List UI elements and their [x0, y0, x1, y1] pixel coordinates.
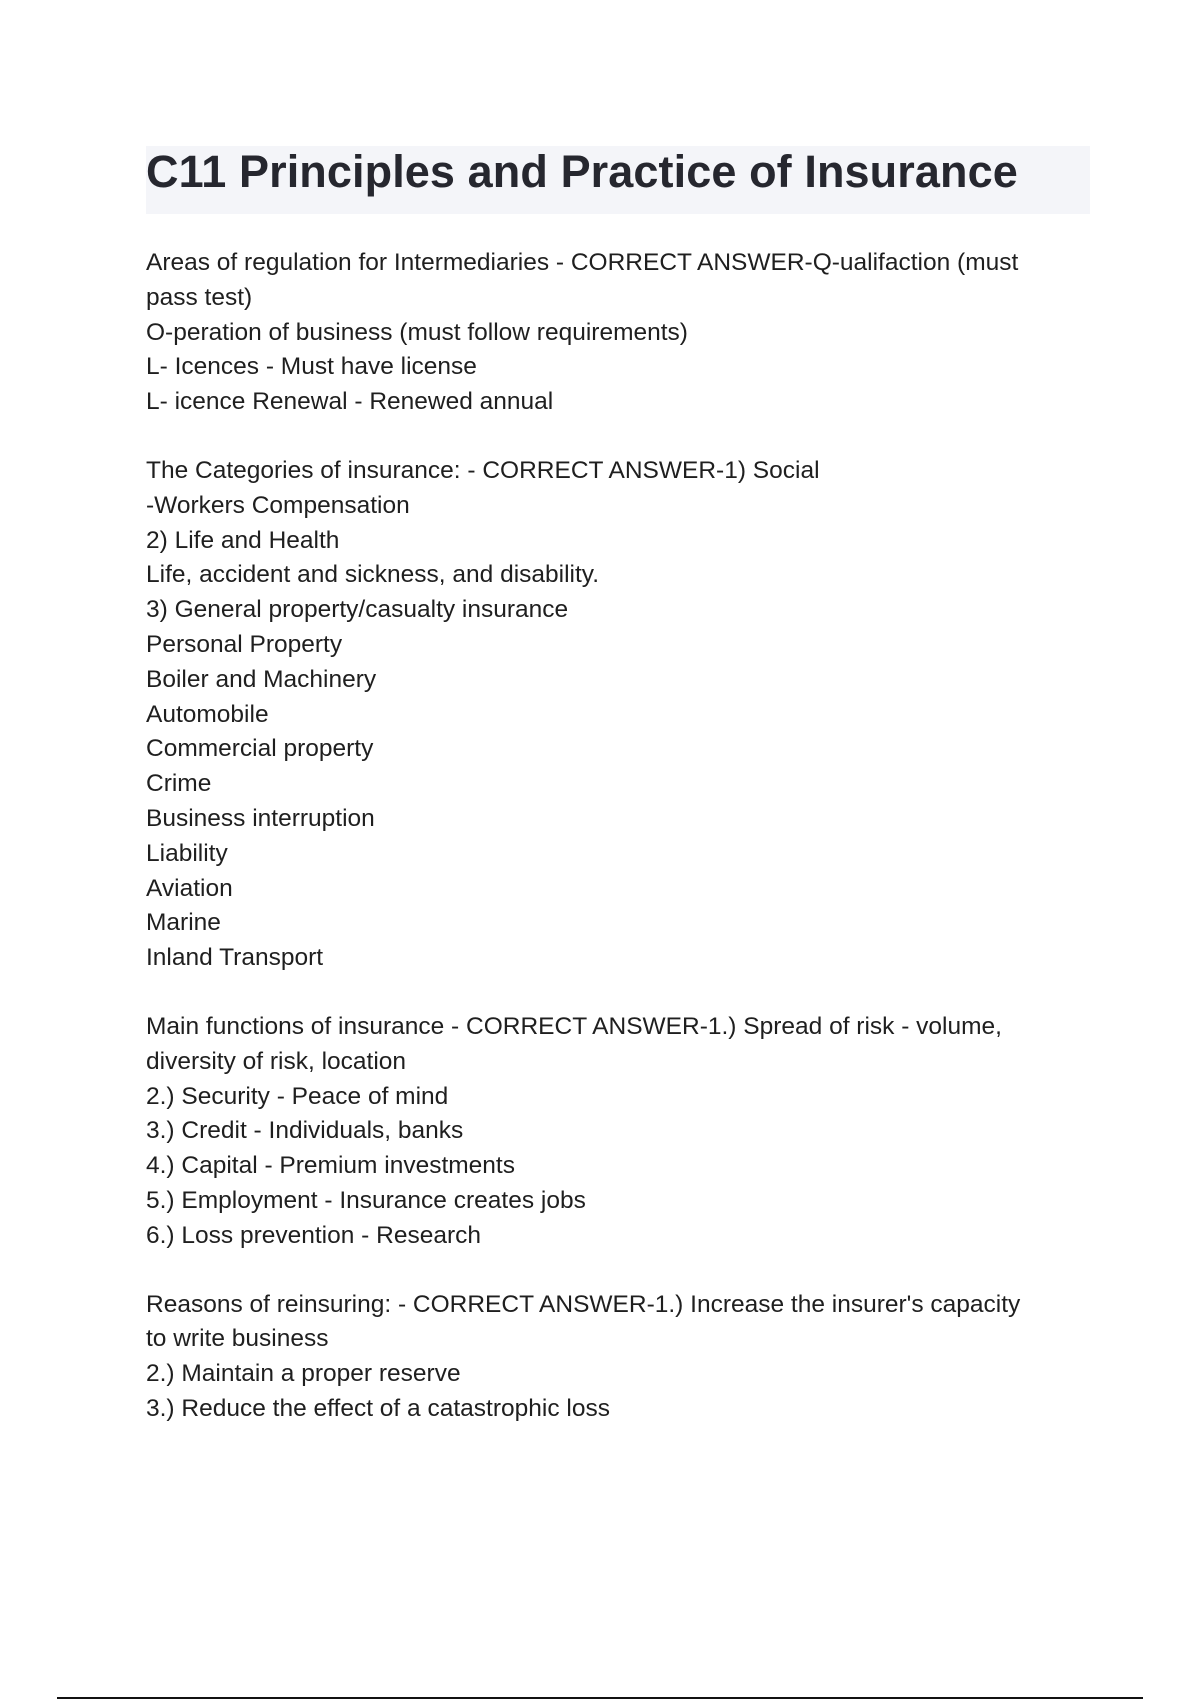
entry-line: 3.) Reduce the effect of a catastrophic loss	[146, 1394, 610, 1422]
entry-line: 5.) Employment - Insurance creates jobs	[146, 1186, 586, 1214]
entry-line: L- Icences - Must have license	[146, 353, 477, 381]
flashcard-entry-categories	[146, 454, 1096, 976]
entry-line: Business interruption	[146, 804, 375, 832]
entry-line: 2.) Security - Peace of mind	[146, 1082, 449, 1110]
entry-line: diversity of risk, location	[146, 1047, 407, 1075]
entry-line: 6.) Loss prevention - Research	[146, 1221, 481, 1249]
flashcard-entry-functions	[146, 1010, 1096, 1254]
entry-line: 3) General property/casualty insurance	[146, 596, 569, 624]
entry-line: L- icence Renewal - Renewed annual	[146, 388, 554, 416]
flashcard-entry-regulation	[146, 246, 1096, 420]
entry-line: Inland Transport	[146, 944, 324, 972]
entry-line: -Workers Compensation	[146, 491, 410, 519]
entry-line: The Categories of insurance: - CORRECT ANSWER-1) Social	[146, 456, 820, 484]
entry-line: Crime	[146, 770, 212, 798]
entry-line: Reasons of reinsuring: - CORRECT ANSWER-1.) Increase the insurer's capacity	[146, 1290, 1021, 1318]
entry-line: Marine	[146, 909, 221, 937]
entry-line: Automobile	[146, 700, 269, 728]
page-bottom-divider	[57, 1697, 1143, 1699]
entry-line: 4.) Capital - Premium investments	[146, 1152, 515, 1180]
entry-line: to write business	[146, 1325, 329, 1353]
entry-line: 2) Life and Health	[146, 526, 340, 554]
entry-line: 2.) Maintain a proper reserve	[146, 1360, 461, 1388]
entry-line: O-peration of business (must follow requirements)	[146, 318, 688, 346]
entry-line: Aviation	[146, 874, 233, 902]
entry-line: Personal Property	[146, 630, 343, 658]
entry-line: Commercial property	[146, 735, 374, 763]
entry-line: Liability	[146, 839, 228, 867]
entry-line: Life, accident and sickness, and disability.	[146, 561, 600, 589]
flashcard-list	[146, 246, 1096, 1461]
entry-line: Boiler and Machinery	[146, 665, 377, 693]
flashcard-entry-reinsuring	[146, 1288, 1096, 1427]
entry-line: 3.) Credit - Individuals, banks	[146, 1117, 464, 1145]
document-title: C11 Principles and Practice of Insurance	[146, 146, 1018, 197]
entry-line: Main functions of insurance - CORRECT ANSWER-1.) Spread of risk - volume,	[146, 1012, 1002, 1040]
entry-line: Areas of regulation for Intermediaries - CORRECT ANSWER-Q-ualifaction (must	[146, 249, 1019, 276]
entry-line: pass test)	[146, 283, 253, 311]
